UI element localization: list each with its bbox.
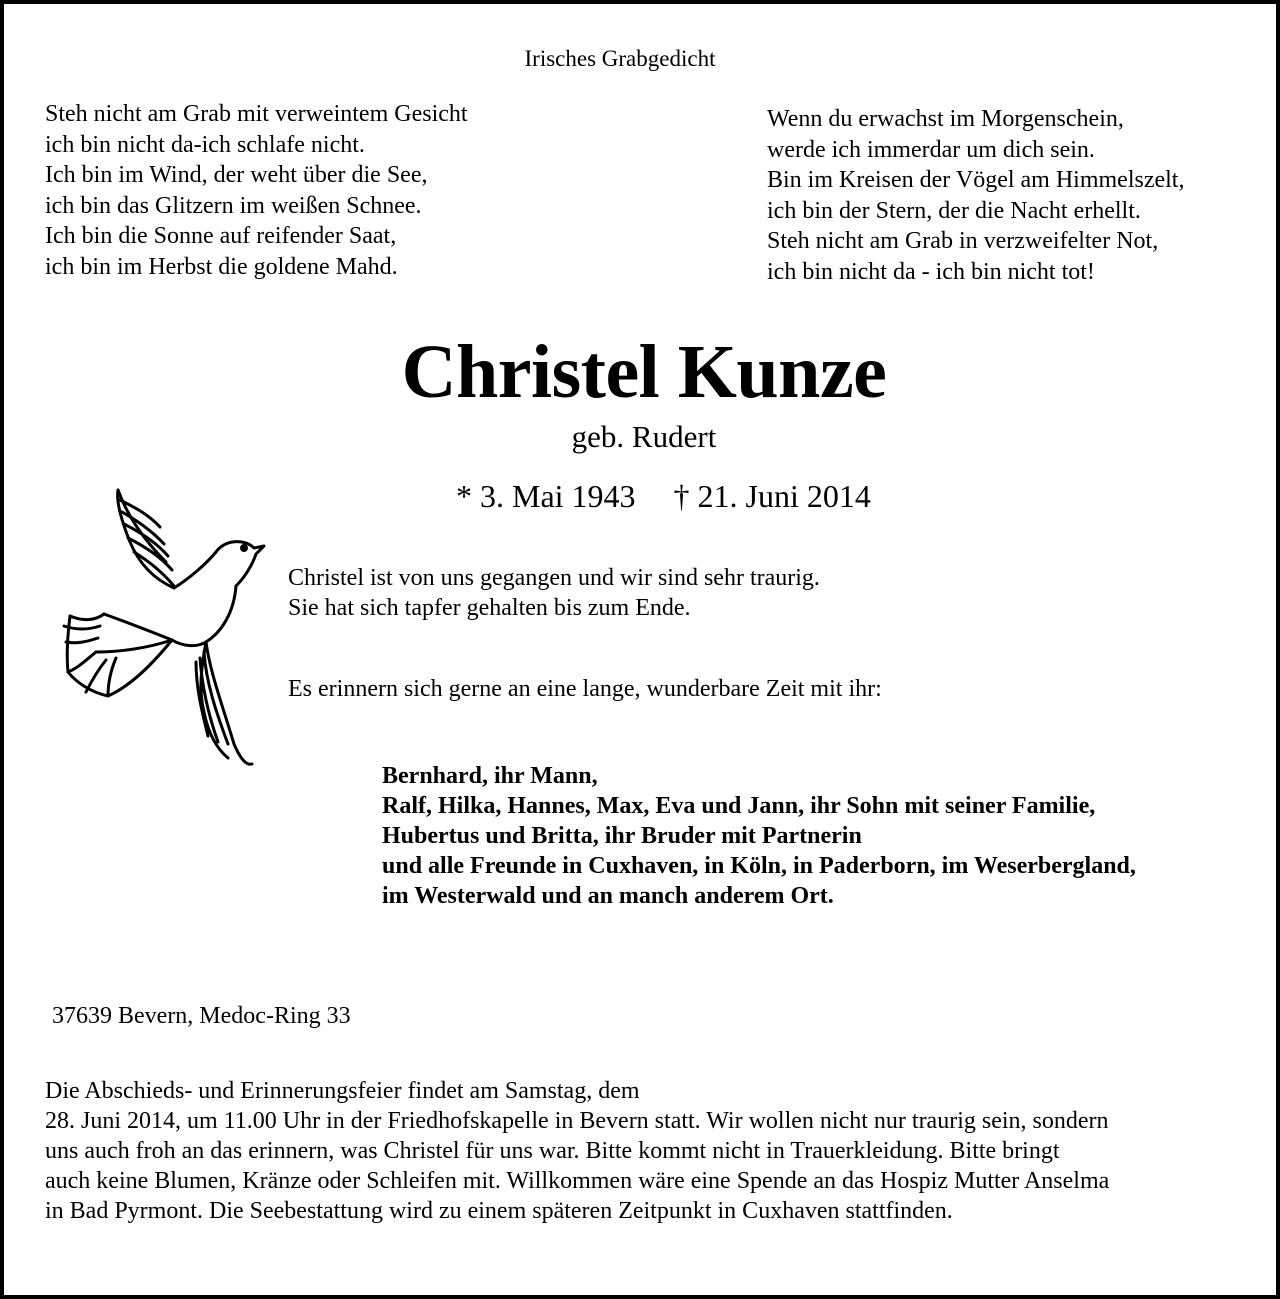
- maiden-name: geb. Rudert: [571, 419, 717, 454]
- death-date: † 21. Juni 2014: [673, 478, 871, 514]
- farewell-message: [288, 563, 820, 623]
- deceased-name: Christel Kunze: [401, 330, 887, 414]
- poem-line: Steh nicht am Grab mit verweintem Gesicht: [45, 101, 468, 127]
- message-line: Christel ist von uns gegangen und wir sind sehr traurig.: [288, 565, 820, 591]
- poem-line: ich bin nicht da - ich bin nicht tot!: [767, 258, 1095, 285]
- funeral-line: 28. Juni 2014, um 11.00 Uhr in der Friedhofskapelle in Bevern statt. Wir wollen nicht nur traurig sein, sondern: [45, 1108, 1109, 1134]
- mourner-line: Bernhard, ihr Mann,: [382, 763, 598, 789]
- mourner-line: Ralf, Hilka, Hannes, Max, Eva und Jann, ihr Sohn mit seiner Familie,: [382, 793, 1096, 819]
- poem-line: werde ich immerdar um dich sein.: [767, 136, 1095, 163]
- mourner-line: im Westerwald und an manch anderem Ort.: [382, 883, 834, 909]
- mourner-line: und alle Freunde in Cuxhaven, in Köln, in Paderborn, im Weserbergland,: [382, 853, 1136, 879]
- birth-date: * 3. Mai 1943: [456, 478, 636, 514]
- funeral-line: auch keine Blumen, Kränze oder Schleifen mit. Willkommen wäre eine Spende an das Hospiz Mutter Anselma: [45, 1168, 1110, 1194]
- poem-left-stanza: [45, 99, 468, 282]
- poem-line: Wenn du erwachst im Morgenschein,: [767, 106, 1124, 132]
- poem-right-stanza: [767, 104, 1184, 287]
- poem-line: Bin im Kreisen der Vögel am Himmelszelt,: [767, 167, 1185, 193]
- funeral-line: in Bad Pyrmont. Die Seebestattung wird zu einem späteren Zeitpunkt in Cuxhaven stattfinden.: [45, 1198, 953, 1224]
- poem-line: ich bin im Herbst die goldene Mahd.: [45, 253, 398, 280]
- poem-title: Irisches Grabgedicht: [524, 46, 716, 71]
- dove-icon: [56, 482, 266, 772]
- poem-line: Ich bin die Sonne auf reifender Saat,: [45, 223, 397, 249]
- poem-line: ich bin das Glitzern im weißen Schnee.: [45, 192, 422, 219]
- address: 37639 Bevern, Medoc-Ring 33: [52, 1003, 351, 1029]
- life-dates: [456, 478, 871, 515]
- mourners-list: [382, 761, 1136, 911]
- mourner-line: Hubertus und Britta, ihr Bruder mit Partnerin: [382, 823, 862, 849]
- funeral-line: Die Abschieds- und Erinnerungsfeier findet am Samstag, dem: [45, 1078, 640, 1104]
- poem-line: Steh nicht am Grab in verzweifelter Not,: [767, 228, 1159, 254]
- funeral-line: uns auch froh an das erinnern, was Christel für uns war. Bitte kommt nicht in Trauerkleidung. Bitte bringt: [45, 1138, 1060, 1164]
- message-line: Sie hat sich tapfer gehalten bis zum Ende.: [288, 595, 691, 621]
- poem-line: Ich bin im Wind, der weht über die See,: [45, 162, 428, 188]
- poem-line: ich bin nicht da-ich schlafe nicht.: [45, 131, 365, 158]
- poem-line: ich bin der Stern, der die Nacht erhellt.: [767, 197, 1141, 224]
- remember-line: Es erinnern sich gerne an eine lange, wunderbare Zeit mit ihr:: [288, 676, 882, 702]
- funeral-notice: [45, 1076, 1245, 1226]
